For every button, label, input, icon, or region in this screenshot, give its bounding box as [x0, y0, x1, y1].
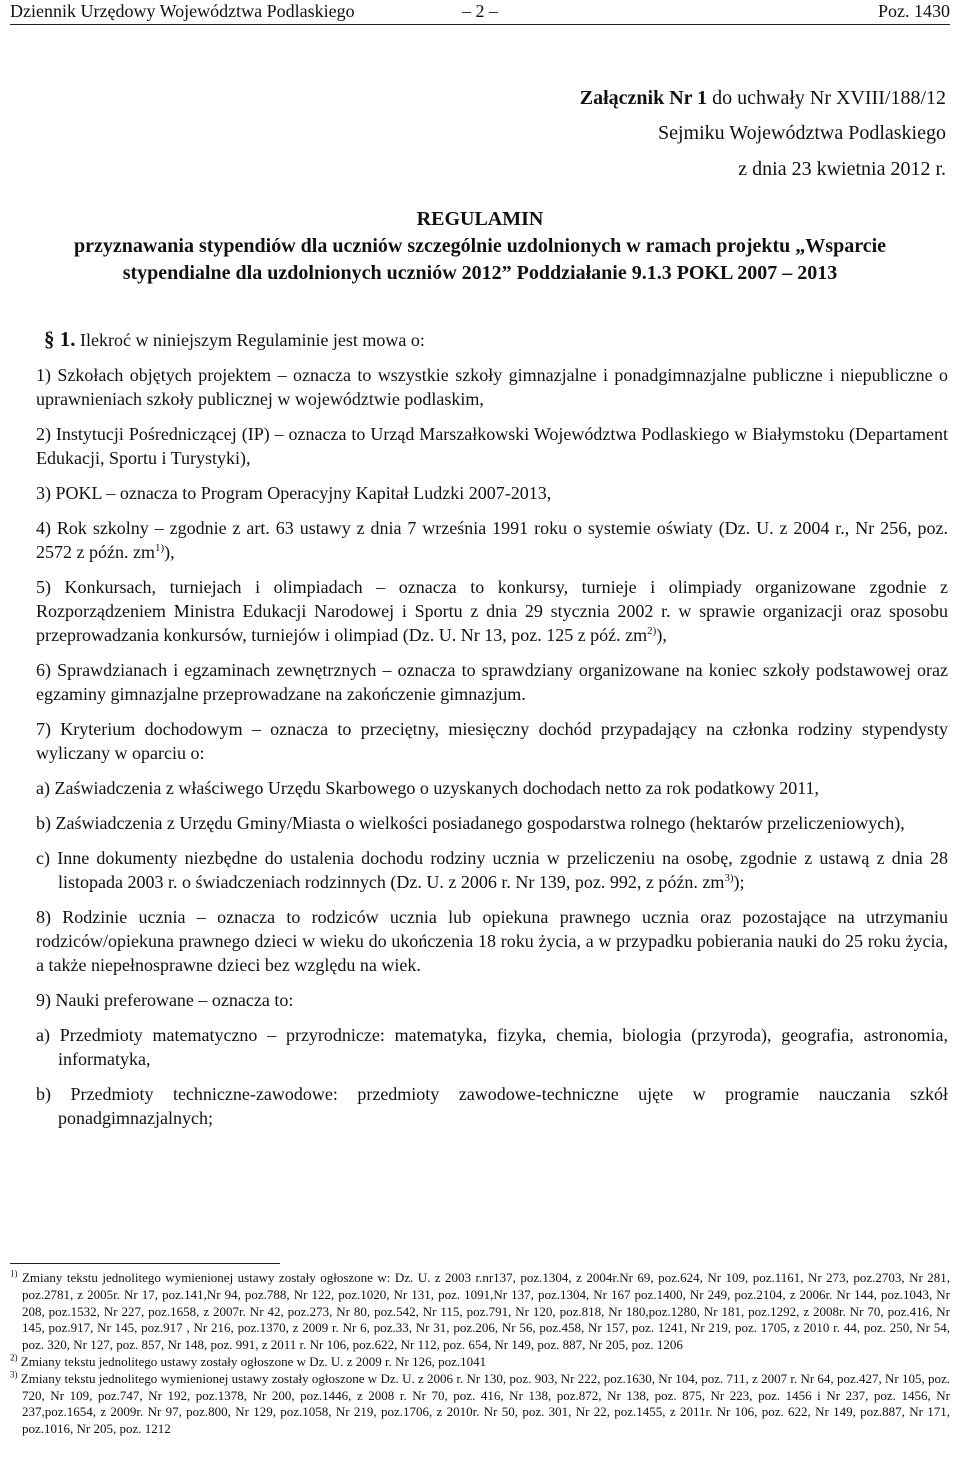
- item-7c-end: );: [733, 872, 745, 892]
- footnotes: [10, 1270, 950, 1438]
- item-5-end: ),: [656, 625, 667, 645]
- definition-item-9a: a) Przedmioty matematyczno – przyrodnicze: matematyka, fizyka, chemia, biologia (przyroda), geografia, astronomia, informatyka,: [36, 1025, 948, 1069]
- footnote-1: [10, 1270, 950, 1354]
- item-4-end: ),: [164, 542, 175, 562]
- footnote-ref-2: 2): [647, 625, 657, 637]
- header-divider: [10, 24, 950, 25]
- document-subtitle-line-1: przyznawania stypendiów dla uczniów szczególnie uzdolnionych w ramach projektu „Wsparcie: [73, 235, 887, 257]
- footnote-3-mark: 3): [10, 1369, 18, 1380]
- item-5-text: 5) Konkursach, turniejach i olimpiadach – oznacza to konkursy, turnieje i olimpiady organizowane zgodnie z Rozporządzeniem Ministra Edukacji Narodowej i Sportu z dnia 29 stycznia 2002 r. w sprawie organizacji oraz sposobu przeprowadzania konkursów, turniejów i olimpiad (Dz. U. Nr 13, poz. 125 z póź. zm: [36, 577, 948, 645]
- footnote-2-text: Zmiany tekstu jednolitego ustawy zostały ogłoszone w Dz. U. z 2009 r. Nr 126, poz.1041: [17, 1353, 487, 1369]
- position-number: Poz. 1430: [878, 1, 950, 21]
- annex-number: Załącznik Nr 1: [579, 87, 708, 109]
- definition-item-7c: [36, 846, 948, 894]
- annex-line-2: Sejmiku Województwa Podlaskiego: [658, 122, 946, 144]
- item-7c-text: c) Inne dokumenty niezbędne do ustalenia dochodu rodziny ucznia w przeliczeniu na osobę, zgodnie z ustawą z dnia 28 listopada 2003 r. o świadczeniach rodzinnych (Dz. U. z 2006 r. Nr 139, poz. 992, z późn. zm: [36, 848, 948, 892]
- footnote-3: [10, 1371, 950, 1438]
- document-title: REGULAMIN: [416, 208, 544, 230]
- footnote-2: [10, 1354, 950, 1371]
- section-intro: Ilekroć w niniejszym Regulaminie jest mowa o:: [80, 330, 425, 350]
- footnote-3-text: Zmiany tekstu jednolitego wymienionej ustawy zostały ogłoszone w Dz. U. z 2006 r. Nr 130, poz. 903, Nr 222, poz.1630, Nr 104, poz. 711, z 2007 r. Nr 64, poz.427, Nr 105, poz. 720, Nr 109, poz.747, Nr 192, poz.1378, Nr 200, poz.1446, z 2008 r. Nr 70, poz. 416, Nr 138, poz.872, Nr 138, poz. 875, Nr 223, poz. 1456 i Nr 237, poz. 1456, Nr 237,poz.1654, z 2009r. Nr 97, poz.800, Nr 129, poz.1058, Nr 219, poz.1706, z 2010r. Nr 50, poz. 301, Nr 22, poz.1455, z 2011r. Nr 106, poz. 622, Nr 149, poz.887, Nr 171, poz.1016, Nr 205, poz. 1212: [17, 1370, 950, 1437]
- footnote-ref-1: 1): [154, 542, 165, 554]
- document-subtitle-line-2: stypendialne dla uzdolnionych uczniów 2012” Poddziałanie 9.1.3 POKL 2007 – 2013: [122, 262, 838, 284]
- definition-item-9: 9) Nauki preferowane – oznacza to:: [36, 990, 294, 1010]
- footnote-1-text: Zmiany tekstu jednolitego wymienionej ustawy zostały ogłoszone w: Dz. U. z 2003 r.nr137, poz.1304, z 2004r.Nr 69, poz.624, Nr 109, poz.1161, Nr 273, poz.2703, Nr 281, poz.2781, z 2005r. Nr 17, poz.141,Nr 94, poz.788, Nr 122, poz.1020, Nr 131, poz. 1091,Nr 137, poz.1304, Nr 167 poz.1400, Nr 249, poz.2104, z 2006r. Nr 144, poz.1043, Nr 208, poz.1532, Nr 227, poz.1658, z 2007r. Nr 42, poz.273, Nr 80, poz.542, Nr 115, poz.791, Nr 120, poz.818, Nr 180,poz.1280, Nr 181, poz.1292, z 2008r. Nr 70, poz.416, Nr 145, poz.917, Nr 145, poz.917 , Nr 216, poz.1370, z 2009 r. Nr 6, poz.33, Nr 31, poz.206, Nr 56, poz.458, Nr 157, poz. 1241, Nr 219, poz. 1705, z 2010 r. 44, poz. 250, Nr 54, poz. 320, Nr 127, poz. 857, Nr 148, poz. 991, z 2011 r. Nr 106, poz.622, Nr 112, poz. 654, Nr 149, poz. 887, Nr 205, poz. 1206: [17, 1270, 950, 1353]
- page-header: [10, 0, 950, 24]
- section-1-heading: [44, 327, 948, 352]
- definition-item-3: 3) POKL – oznacza to Program Operacyjny Kapitał Ludzki 2007-2013,: [36, 483, 552, 503]
- definition-item-9b: b) Przedmioty techniczne-zawodowe: przedmioty zawodowe-techniczne ujęte w programie nauczania szkół ponadgimnazjalnych;: [36, 1084, 948, 1128]
- definition-item-6: 6) Sprawdzianach i egzaminach zewnętrznych – oznacza to sprawdziany organizowane na koniec szkoły podstawowej oraz egzaminy gimnazjalne przeprowadzane na zakończenie gimnazjum.: [36, 660, 948, 704]
- annex-line-1: [580, 86, 946, 110]
- section-number: § 1.: [44, 327, 76, 351]
- definition-item-7b: b) Zaświadczenia z Urzędu Gminy/Miasta o wielkości posiadanego gospodarstwa rolnego (hektarów przeliczeniowych),: [36, 813, 905, 833]
- annex-resolution: do uchwały Nr XVIII/188/12: [707, 87, 946, 109]
- definition-item-1: 1) Szkołach objętych projektem – oznacza to wszystkie szkoły gimnazjalne i ponadgimnazjalne publiczne i niepubliczne o uprawnieniach szkoły publicznej w województwie podlaskim,: [36, 365, 948, 409]
- regulation-body: [36, 327, 948, 1141]
- footnote-1-mark: 1): [10, 1268, 18, 1279]
- footnote-2-mark: 2): [10, 1352, 18, 1363]
- footnote-divider: [10, 1263, 280, 1264]
- page-number: – 2 –: [462, 1, 498, 21]
- definition-item-2: 2) Instytucji Pośredniczącej (IP) – oznacza to Urząd Marszałkowski Województwa Podlaskiego w Białymstoku (Departament Edukacji, Sportu i Turystyki),: [36, 424, 948, 468]
- definition-item-4: [36, 516, 948, 564]
- definition-item-7: 7) Kryterium dochodowym – oznacza to przeciętny, miesięczny dochód przypadający na członka rodziny stypendysty wyliczany w oparciu o:: [36, 719, 948, 763]
- item-4-text: 4) Rok szkolny – zgodnie z art. 63 ustawy z dnia 7 września 1991 roku o systemie oświaty (Dz. U. z 2004 r., Nr 256, poz. 2572 z późn. zm: [36, 518, 948, 562]
- definition-item-8: 8) Rodzinie ucznia – oznacza to rodziców ucznia lub opiekuna prawnego ucznia oraz pozostające na utrzymaniu rodziców/opiekuna prawnego dzieci w wieku do ukończenia 18 roku życia, a w przypadku pobierania nauki do 25 roku życia, a także niepełnosprawne dzieci bez względu na wiek.: [36, 907, 948, 975]
- definition-item-7a: a) Zaświadczenia z właściwego Urzędu Skarbowego o uzyskanych dochodach netto za rok podatkowy 2011,: [36, 778, 820, 798]
- definition-item-5: [36, 575, 948, 647]
- journal-name: Dziennik Urzędowy Województwa Podlaskiego: [10, 1, 355, 21]
- annex-line-3: z dnia 23 kwietnia 2012 r.: [738, 158, 946, 180]
- footnote-ref-3: 3): [724, 872, 734, 884]
